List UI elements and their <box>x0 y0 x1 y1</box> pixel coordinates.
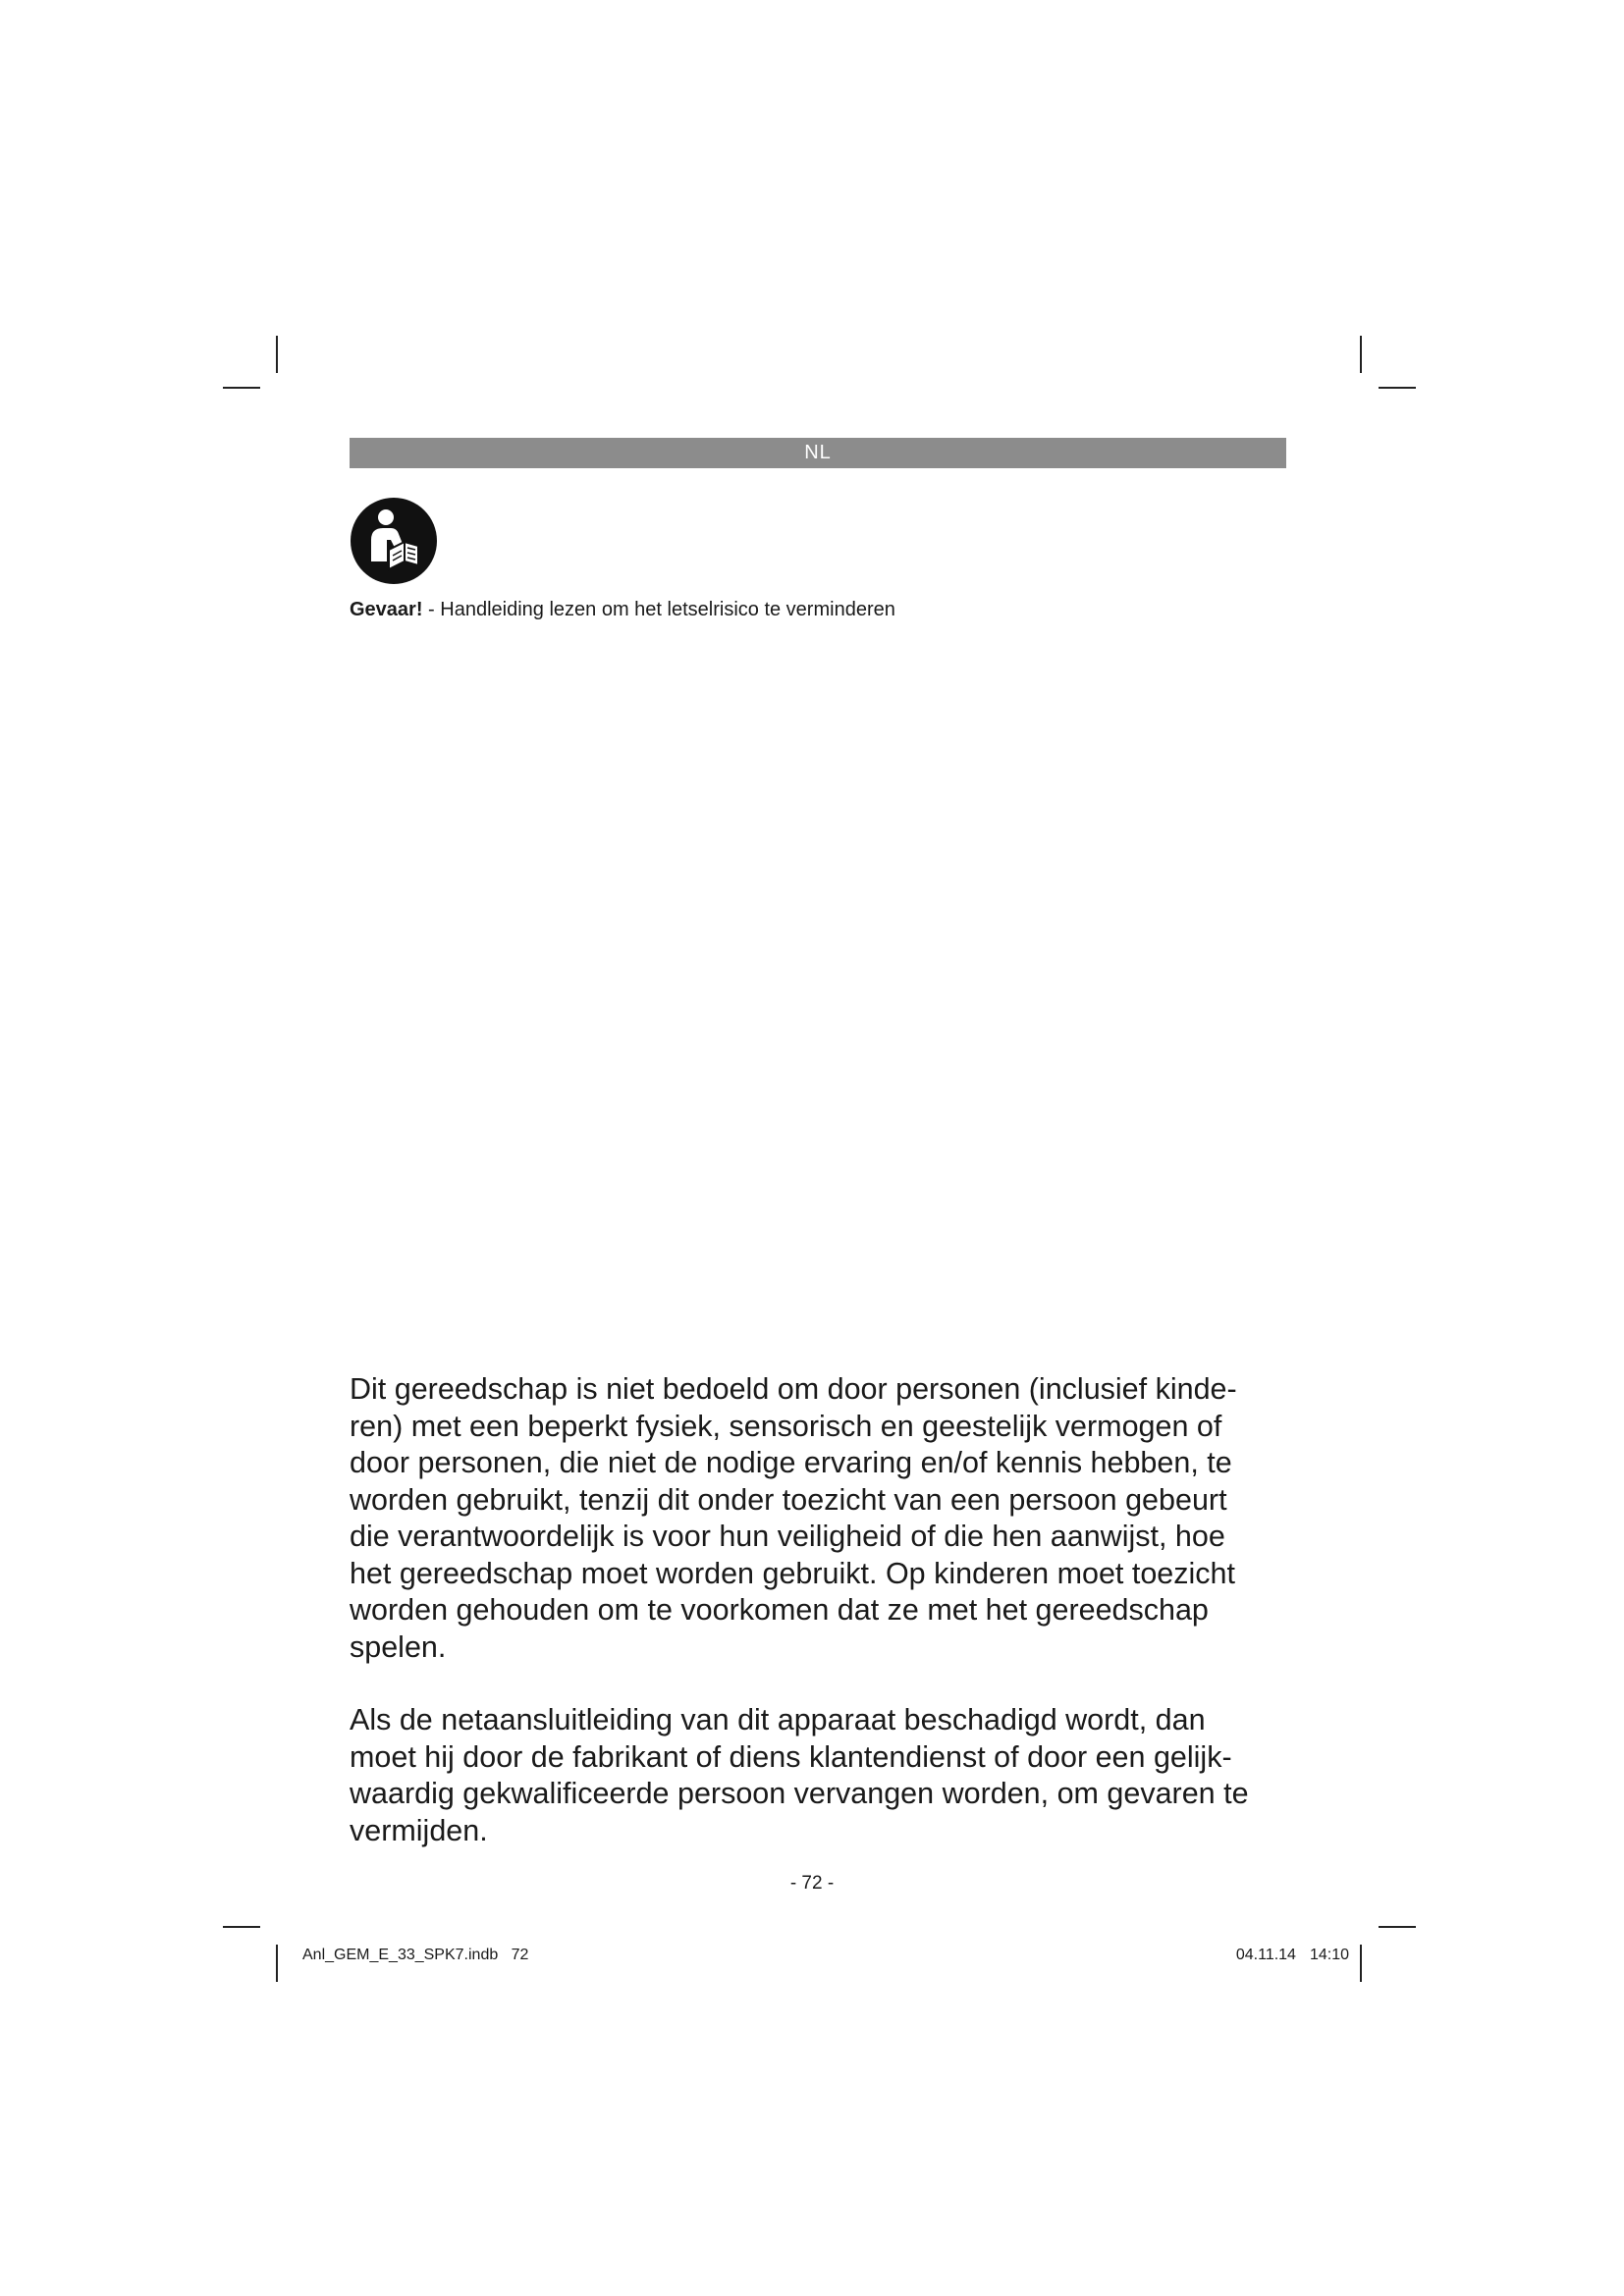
crop-mark-bottom-left-vertical <box>276 1945 278 1982</box>
paragraph-line: spelen. <box>350 1629 447 1664</box>
warning-text: - Handleiding lezen om het letselrisico te verminderen <box>422 599 895 620</box>
footer-date: 04.11.14 <box>1235 1947 1296 1963</box>
paragraph-line: Dit gereedschap is niet bedoeld om door personen (inclusief kinde- <box>350 1372 1237 1406</box>
safety-paragraph-children <box>350 1371 1292 1666</box>
paragraph-line: worden gehouden om te voorkomen dat ze met het gereedschap <box>350 1593 1209 1627</box>
paragraph-line: die verantwoordelijk is voor hun veiligheid of die hen aanwijst, hoe <box>350 1520 1225 1553</box>
read-manual-icon <box>350 497 438 585</box>
paragraph-line: vermijden. <box>350 1813 488 1847</box>
language-header-bar <box>350 438 1286 468</box>
footer-time: 14:10 <box>1309 1947 1349 1963</box>
paragraph-line: worden gebruikt, tenzij dit onder toezicht van een persoon gebeurt <box>350 1482 1227 1517</box>
paragraph-line: door personen, die niet de nodige ervaring en/of kennis hebben, te <box>350 1446 1232 1479</box>
paragraph-line: ren) met een beperkt fysiek, sensorisch en geestelijk vermogen of <box>350 1409 1222 1443</box>
crop-mark-top-right-horizontal <box>1379 387 1416 389</box>
footer-file-name: Anl_GEM_E_33_SPK7.indb 72 <box>302 1947 529 1963</box>
page-number: - 72 - <box>789 1873 835 1894</box>
warning-note <box>350 597 895 622</box>
footer-timestamp <box>1236 1947 1349 1964</box>
language-code: NL <box>804 442 832 463</box>
crop-mark-bottom-right-horizontal <box>1379 1926 1416 1928</box>
warning-label: Gevaar! <box>350 599 423 620</box>
safety-paragraph-power-cord <box>350 1702 1292 1849</box>
crop-mark-bottom-right-vertical <box>1360 1945 1362 1982</box>
crop-mark-top-left-vertical <box>276 336 278 373</box>
crop-mark-top-right-vertical <box>1360 336 1362 373</box>
paragraph-line: Als de netaansluitleiding van dit apparaat beschadigd wordt, dan <box>350 1703 1206 1736</box>
paragraph-line: waardig gekwalificeerde persoon vervangen worden, om gevaren te <box>350 1777 1249 1810</box>
crop-mark-bottom-left-horizontal <box>223 1926 260 1928</box>
paragraph-line: moet hij door de fabrikant of diens klantendienst of door een gelijk- <box>350 1739 1232 1774</box>
crop-mark-top-left-horizontal <box>223 387 260 389</box>
paragraph-line: het gereedschap moet worden gebruikt. Op kinderen moet toezicht <box>350 1556 1235 1590</box>
